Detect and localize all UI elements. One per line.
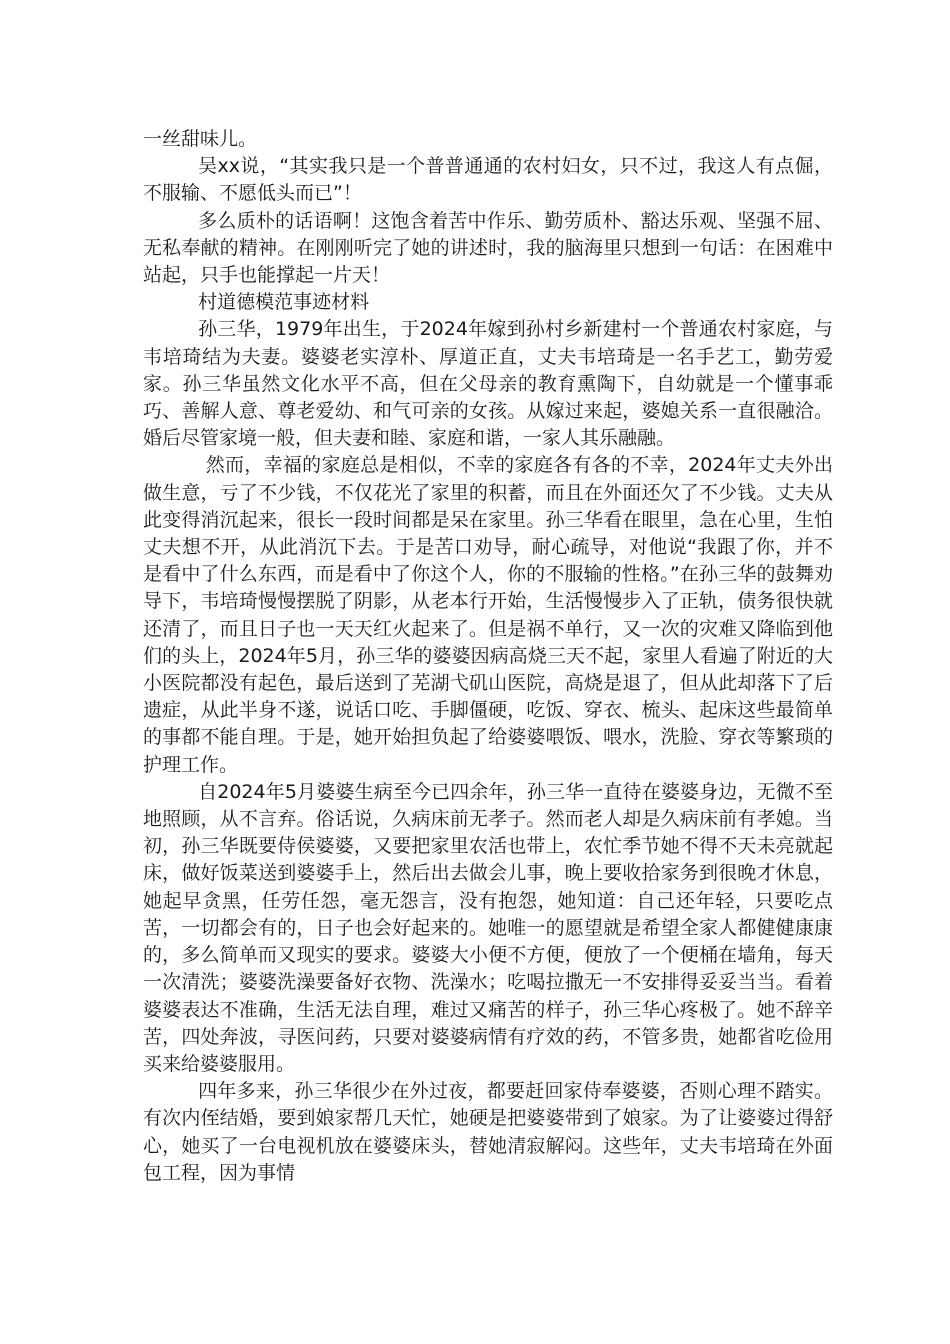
paragraph-quote: 吴xx说，“其实我只是一个普普通通的农村妇女，只不过，我这人有点倔，不服输、不愿低头而已”！ <box>143 155 833 205</box>
paragraph-continuation: 一丝甜味儿。 <box>143 128 258 150</box>
paragraph-reflection: 多么质朴的话语啊！这饱含着苦中作乐、勤劳质朴、豁达乐观、坚强不屈、无私奉献的精神。在刚刚听完了她的讲述时，我的脑海里只想到一句话：在困难中站起，只手也能撑起一片天！ <box>143 209 833 287</box>
document-body <box>143 126 833 1187</box>
paragraph-intro: 孙三华，1979年出生，于2024年嫁到孙村乡新建村一个普通农村家庭，与韦培琦结为夫妻。婆婆老实淳朴、厚道正直，丈夫韦培琦是一名手艺工，勤劳爱家。孙三华虽然文化水平不高，但在父母亲的教育熏陶下，自幼就是一个懂事乖巧、善解人意、尊老爱幼、和气可亲的女孩。从嫁过来起，婆媳关系一直很融洽。婚后尽管家境一般，但夫妻和睦、家庭和谐，一家人其乐融融。 <box>143 318 833 450</box>
section-title: 村道德模范事迹材料 <box>198 291 370 314</box>
paragraph-hardship: 然而，幸福的家庭总是相似，不幸的家庭各有各的不幸，2024年丈夫外出做生意，亏了不少钱，不仅花光了家里的积蓄，而且在外面还欠了不少钱。丈夫从此变得消沉起来，很长一段时间都是呆在家里。孙三华看在眼里，急在心里，生怕丈夫想不开，从此消沉下去。于是苦口劝导，耐心疏导，对他说“我跟了你，并不是看中了什么东西，而是看中了你这个人，你的不服输的性格。”在孙三华的鼓舞劝导下，韦培琦慢慢摆脱了阴影，从老本行开始，生活慢慢步入了正轨，债务很快就还清了，而且日子也一天天红火起来了。但是祸不单行，又一次的灾难又降临到他们的头上，2024年5月，孙三华的婆婆因病高烧三天不起，家里人看遍了附近的大小医院都没有起色，最后送到了芜湖弋矶山医院，高烧是退了，但从此却落下了后遗症，从此半身不遂，说话口吃、手脚僵硬，吃饭、穿衣、梳头、起床这些最简单的事都不能自理。于是，她开始担负起了给婆婆喂饭、喂水，洗脸、穿衣等繁琐的护理工作。 <box>143 454 833 776</box>
paragraph-caregiving: 自2024年5月婆婆生病至今已四余年，孙三华一直待在婆婆身边，无微不至地照顾，从不言弃。俗话说，久病床前无孝子。然而老人却是久病床前有孝媳。当初，孙三华既要侍侯婆婆，又要把家里农活也带上，农忙季节她不得不天未亮就起床，做好饭菜送到婆婆手上，然后出去做会儿事，晚上要收拾家务到很晚才休息，她起早贪黑，任劳任怨，毫无怨言，没有抱怨，她知道：自己还年轻，只要吃点苦，一切都会有的，日子也会好起来的。她唯一的愿望就是希望全家人都健健康康的，多么简单而又现实的要求。婆婆大小便不方便，便放了一个便桶在墙角，每天一次清洗；婆婆洗澡要备好衣物、洗澡水；吃喝拉撒无一不安排得妥妥当当。看着婆婆表达不准确，生活无法自理，难过又痛苦的样子，孙三华心疼极了。她不辞辛苦，四处奔波，寻医问药，只要对婆婆病情有疗效的药，不管多贵，她都省吃俭用买来给婆婆服用。 <box>143 780 833 1075</box>
paragraph-devotion: 四年多来，孙三华很少在外过夜，都要赶回家侍奉婆婆，否则心理不踏实。有次内侄结婚，要到娘家帮几天忙，她硬是把婆婆带到了娘家。为了让婆婆过得舒心，她买了一台电视机放在婆婆床头，替她清寂解闷。这些年，丈夫韦培琦在外面包工程，因为事情 <box>143 1080 833 1184</box>
